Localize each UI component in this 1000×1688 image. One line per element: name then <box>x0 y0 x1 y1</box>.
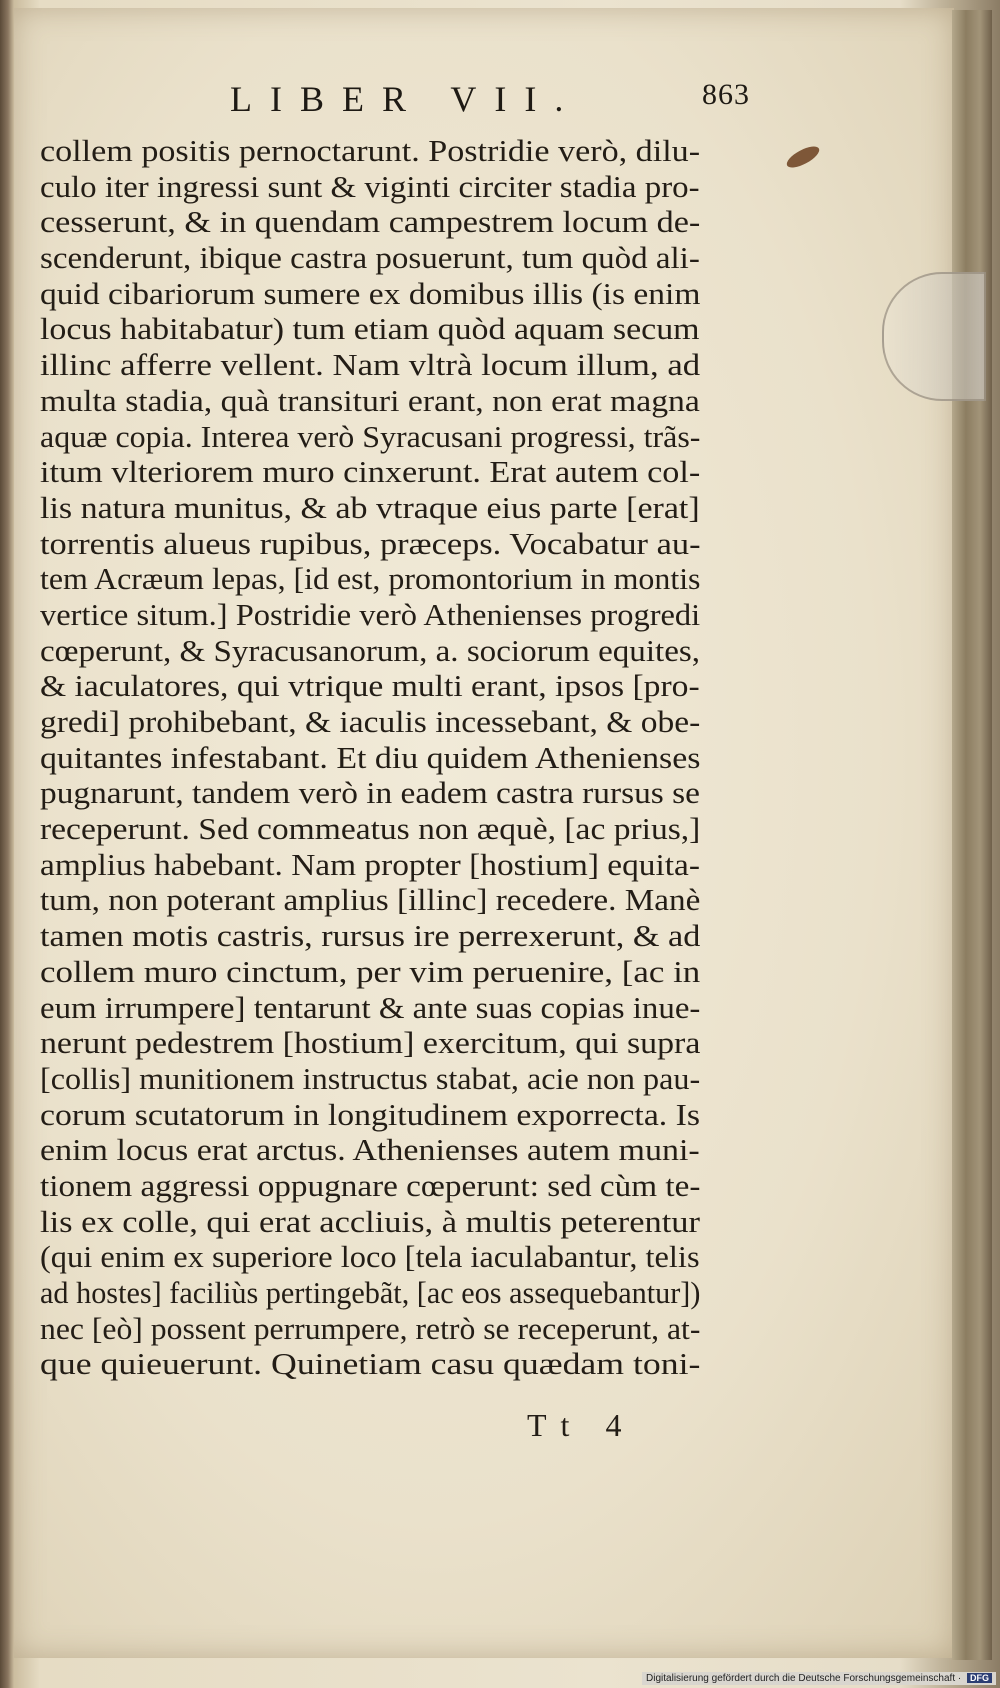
body-text <box>40 133 740 1382</box>
text-line: amplius habebant. Nam propter [hostium] equita- <box>40 846 700 882</box>
text-line: quid cibariorum sumere ex domibus illis (is enim <box>40 275 701 311</box>
digitization-credit <box>642 1672 996 1685</box>
text-line: receperunt. Sed commeatus non æquè, [ac prius,] <box>40 811 701 847</box>
text-line: tum, non poterant amplius [illinc] recedere. Manè <box>40 882 701 918</box>
text-line: aquæ copia. Interea verò Syracusani progressi, trãs- <box>40 418 701 454</box>
text-line: locus habitabatur) tum etiam quòd aquam secum <box>40 311 700 347</box>
text-line: nec [eò] possent perrumpere, retrò se receperunt, at- <box>40 1310 701 1346</box>
text-line: itum vlteriorem muro cinxerunt. Erat autem col- <box>40 454 701 490</box>
credit-text: Digitalisierung gefördert durch die Deutsche Forschungsgemeinschaft · <box>646 1673 962 1684</box>
text-line: corum scutatorum in longitudinem exporrecta. Is <box>40 1096 701 1132</box>
page-header <box>230 78 750 122</box>
text-line: culo iter ingressi sunt & viginti circiter stadia pro- <box>40 168 700 204</box>
text-line: lis natura munitus, & ab vtraque eius parte [erat] <box>40 489 700 525</box>
page-stack-edge <box>952 10 992 1660</box>
text-line: tionem aggressi oppugnare cœperunt: sed cùm te- <box>40 1167 701 1203</box>
text-line: (qui enim ex superiore loco [tela iaculabantur, telis <box>40 1239 700 1275</box>
text-line: illinc afferre vellent. Nam vltrà locum illum, ad <box>40 347 701 383</box>
text-line: ad hostes] faciliùs pertingebãt, [ac eos assequebantur]) <box>40 1275 701 1310</box>
text-line: tamen motis castris, rursus ire perrexerunt, & ad <box>40 918 701 954</box>
text-line: collem positis pernoctarunt. Postridie verò, dilu- <box>40 133 701 168</box>
text-line: que quieuerunt. Quinetiam casu quædam toni- <box>40 1346 701 1382</box>
text-line: quitantes infestabant. Et diu quidem Athenienses <box>40 739 701 775</box>
text-line: multa stadia, quà transituri erant, non erat magna <box>40 382 700 418</box>
text-line: scenderunt, ibique castra posuerunt, tum quòd ali- <box>40 240 700 276</box>
running-head: LIBER VII. <box>230 79 582 119</box>
signature-mark: Tt 4 <box>527 1407 636 1443</box>
text-line: nerunt pedestrem [hostium] exercitum, qui supra <box>40 1025 701 1061</box>
page-number: 863 <box>702 78 750 111</box>
text-line: gredi] prohibebant, & iaculis incessebant, & obe- <box>40 704 701 739</box>
text-line: cesserunt, & in quendam campestrem locum de- <box>40 204 701 240</box>
text-line: tem Acræum lepas, [id est, promontorium in montis <box>40 561 701 597</box>
text-line: torrentis alueus rupibus, præceps. Vocabatur au- <box>40 525 701 561</box>
text-line: & iaculatores, qui vtrique multi erant, ipsos [pro- <box>40 668 700 704</box>
text-line: lis ex colle, qui erat accliuis, à multis peterentur <box>40 1203 700 1239</box>
text-line: collem muro cinctum, per vim peruenire, [ac in <box>40 953 701 989</box>
text-line: [collis] munitionem instructus stabat, acie non pau- <box>40 1060 701 1096</box>
dfg-logo: DFG <box>967 1673 992 1683</box>
text-line: pugnarunt, tandem verò in eadem castra rursus se <box>40 775 700 811</box>
text-line: cœperunt, & Syracusanorum, a. sociorum equites, <box>40 632 700 668</box>
page-clip <box>882 272 986 401</box>
text-line: vertice situm.] Postridie verò Athenienses progredi <box>40 596 701 632</box>
text-line: eum irrumpere] tentarunt & ante suas copias inue- <box>40 989 701 1025</box>
text-line: enim locus erat arctus. Athenienses autem muni- <box>40 1132 700 1168</box>
